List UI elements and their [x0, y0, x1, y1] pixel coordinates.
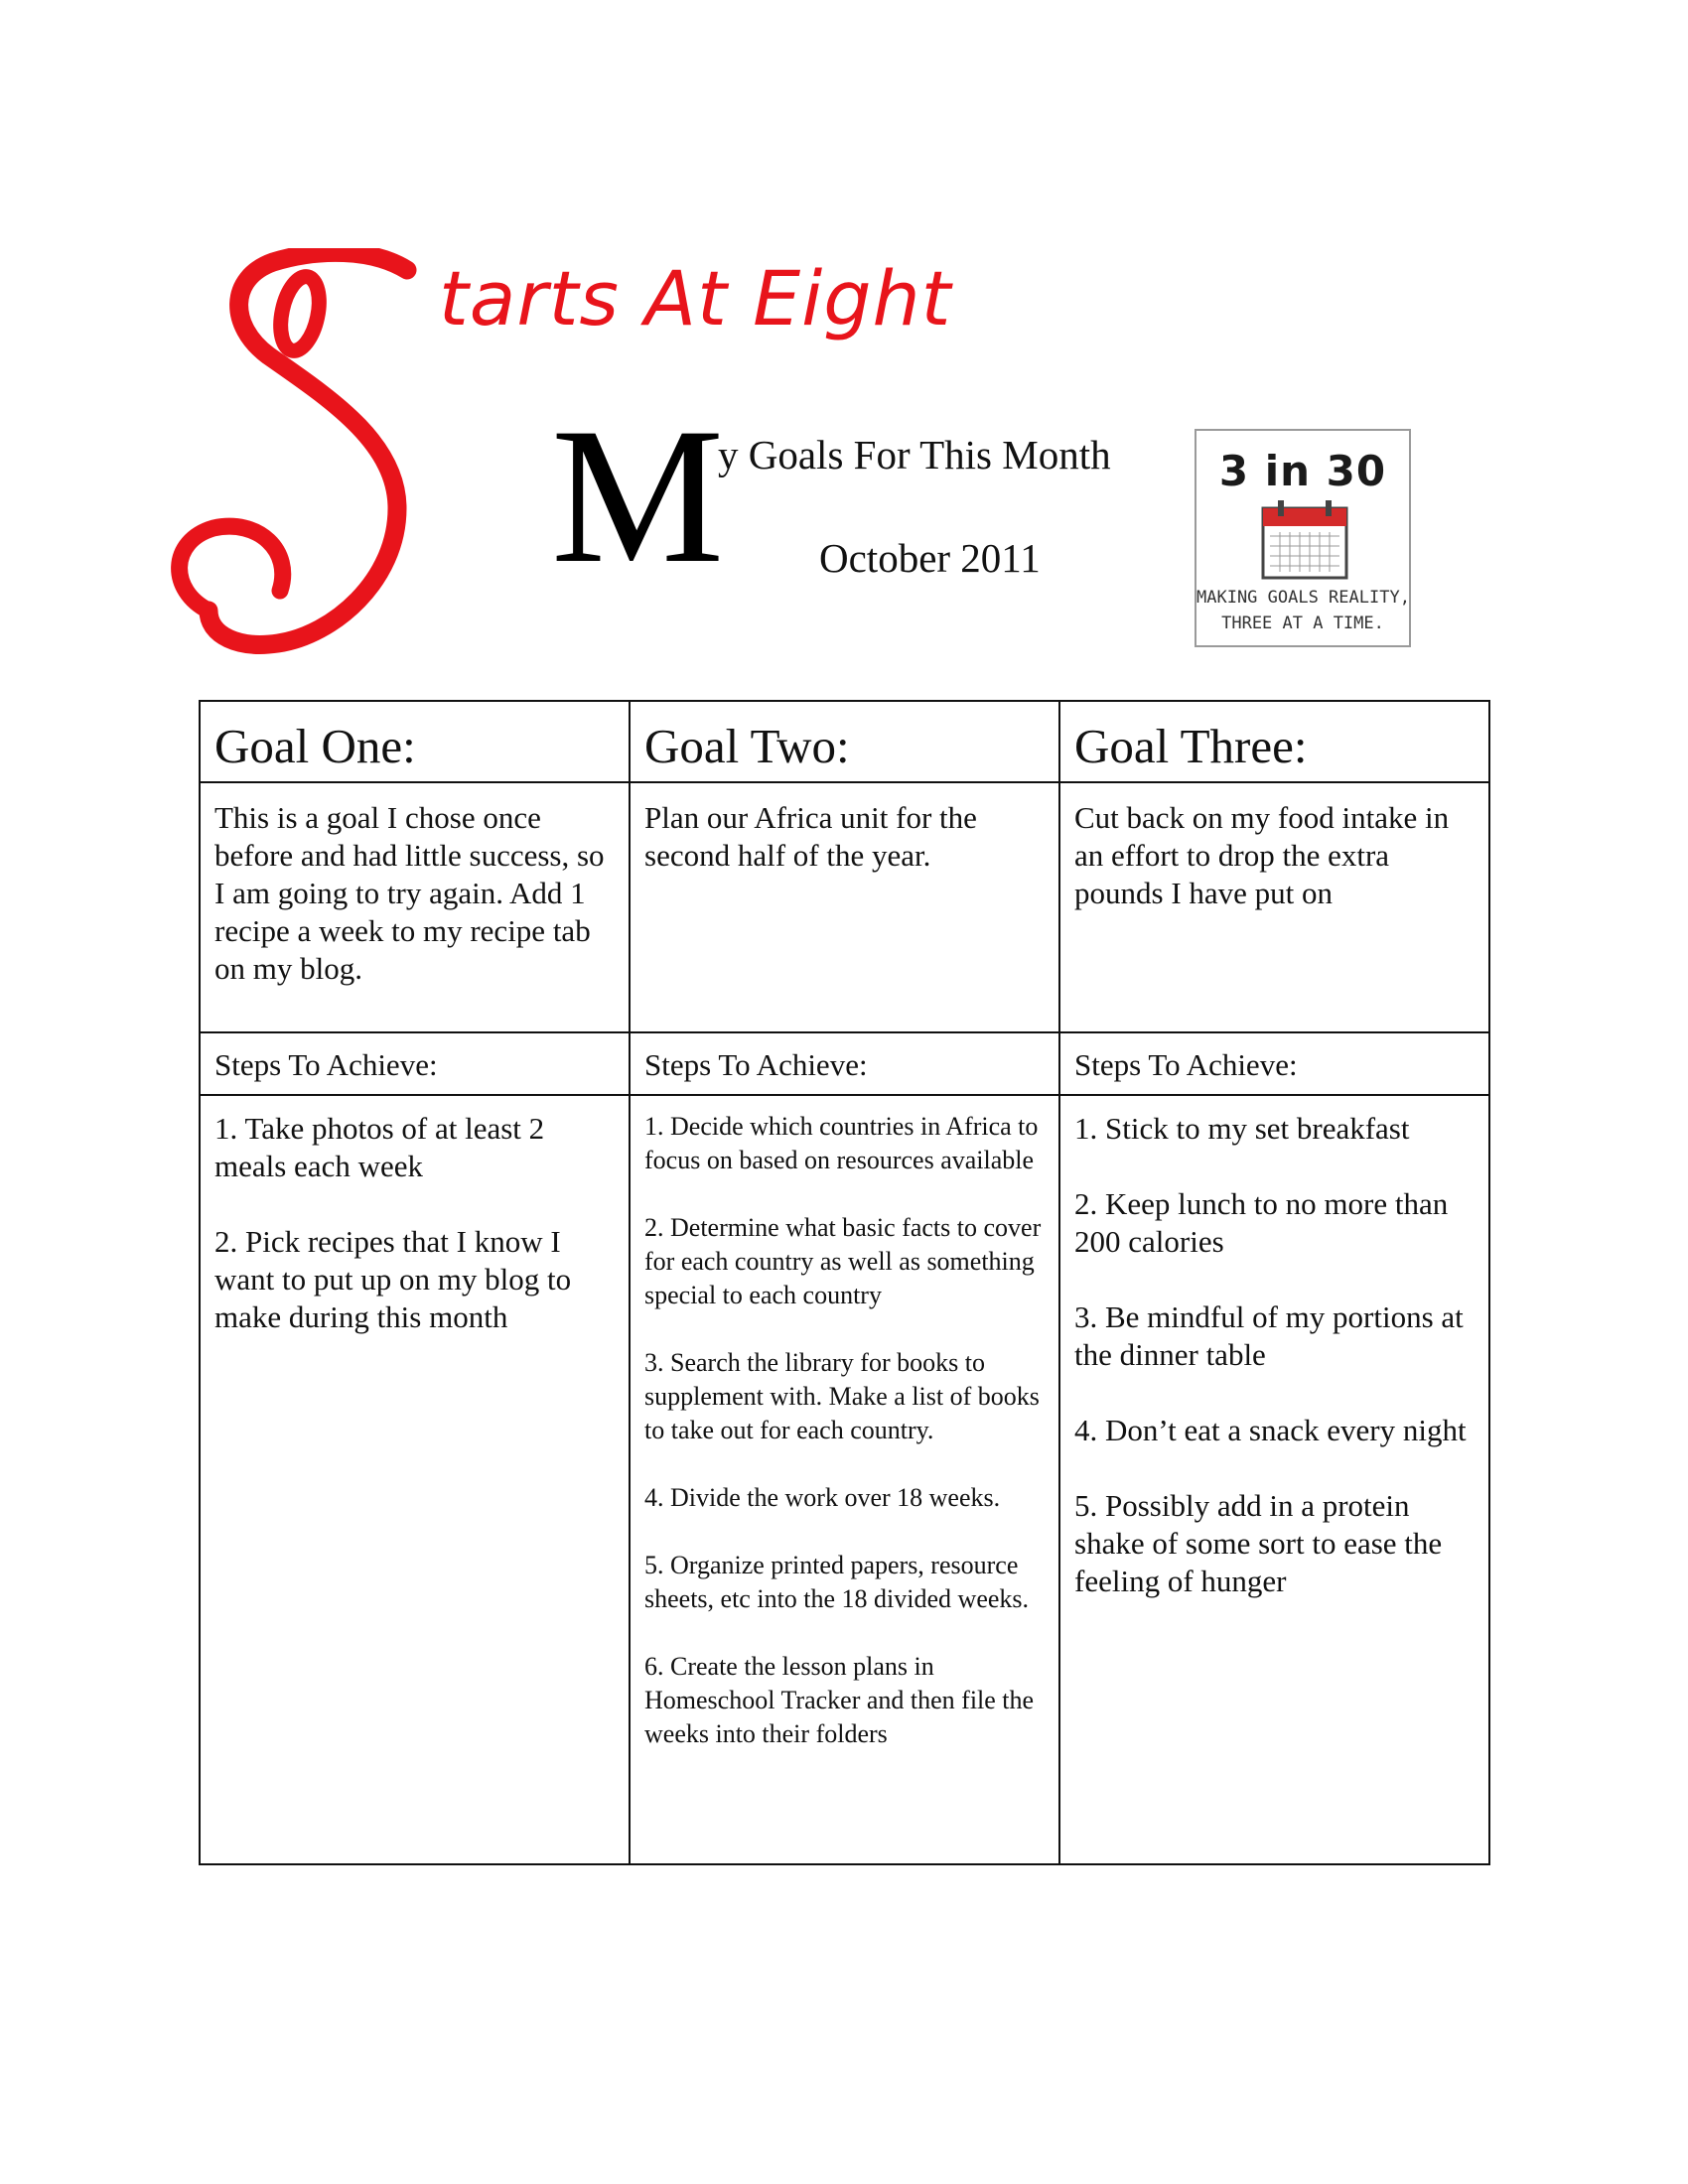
goal-two-description: Plan our Africa unit for the second half of the year.	[630, 782, 1059, 1032]
list-item: 4. Don’t eat a snack every night	[1074, 1413, 1467, 1447]
list-item: 4. Divide the work over 18 weeks.	[644, 1483, 1001, 1512]
goal-three-steps-label: Steps To Achieve:	[1059, 1032, 1489, 1095]
list-item: 2. Determine what basic facts to cover for each country as well as something special to each country	[644, 1213, 1042, 1309]
goal-one-steps-label: Steps To Achieve:	[200, 1032, 630, 1095]
challenge-badge	[1195, 429, 1411, 647]
steps-label-row	[200, 1032, 1489, 1095]
logo-s-swirl-icon	[159, 248, 457, 665]
title-text: y Goals For This Month	[718, 432, 1111, 478]
badge-tagline-1: MAKING GOALS REALITY,	[1196, 588, 1410, 608]
goal-two-heading: Goal Two:	[630, 701, 1059, 782]
goal-two-steps-label: Steps To Achieve:	[630, 1032, 1059, 1095]
goal-three-description: Cut back on my food intake in an effort to drop the extra pounds I have put on	[1059, 782, 1489, 1032]
list-item: 3. Be mindful of my portions at the dinner table	[1074, 1299, 1464, 1372]
goal-two-steps-list	[644, 1110, 1047, 1751]
logo-text: tarts At Eight	[439, 254, 952, 342]
list-item: 1. Decide which countries in Africa to focus on based on resources available	[644, 1112, 1039, 1174]
list-item: 2. Pick recipes that I know I want to put up on my blog to make during this month	[214, 1224, 572, 1334]
badge-title: 3 in 30	[1218, 447, 1387, 495]
goal-three-steps-cell	[1059, 1095, 1489, 1864]
list-item: 1. Take photos of at least 2 meals each week	[214, 1111, 545, 1183]
list-item: 3. Search the library for books to supplement with. Make a list of books to take out for each country.	[644, 1348, 1040, 1444]
goal-descriptions-row	[200, 782, 1489, 1032]
list-item: 1. Stick to my set breakfast	[1074, 1111, 1410, 1146]
badge-tagline-2: THREE AT A TIME.	[1221, 614, 1384, 633]
goals-table	[199, 700, 1490, 1865]
subtitle-date: October 2011	[819, 535, 1041, 581]
goal-headings-row	[200, 701, 1489, 782]
list-item: 6. Create the lesson plans in Homeschool Tracker and then file the weeks into their folders	[644, 1652, 1035, 1748]
goal-three-heading: Goal Three:	[1059, 701, 1489, 782]
goal-one-description: This is a goal I chose once before and had little success, so I am going to try again. Add 1 recipe a week to my recipe tab on my blog.	[200, 782, 630, 1032]
steps-row	[200, 1095, 1489, 1864]
calendar-icon	[1260, 498, 1349, 580]
list-item: 5. Possibly add in a protein shake of some sort to ease the feeling of hunger	[1074, 1488, 1443, 1598]
list-item: 2. Keep lunch to no more than 200 calories	[1074, 1186, 1449, 1259]
goal-three-steps-list	[1074, 1110, 1477, 1600]
list-item: 5. Organize printed papers, resource sheets, etc into the 18 divided weeks.	[644, 1551, 1030, 1613]
goal-one-heading: Goal One:	[200, 701, 630, 782]
title-initial: M	[551, 388, 725, 604]
goal-one-steps-cell	[200, 1095, 630, 1864]
page-title	[551, 388, 1167, 604]
goal-two-steps-cell	[630, 1095, 1059, 1864]
goal-one-steps-list	[214, 1110, 617, 1336]
